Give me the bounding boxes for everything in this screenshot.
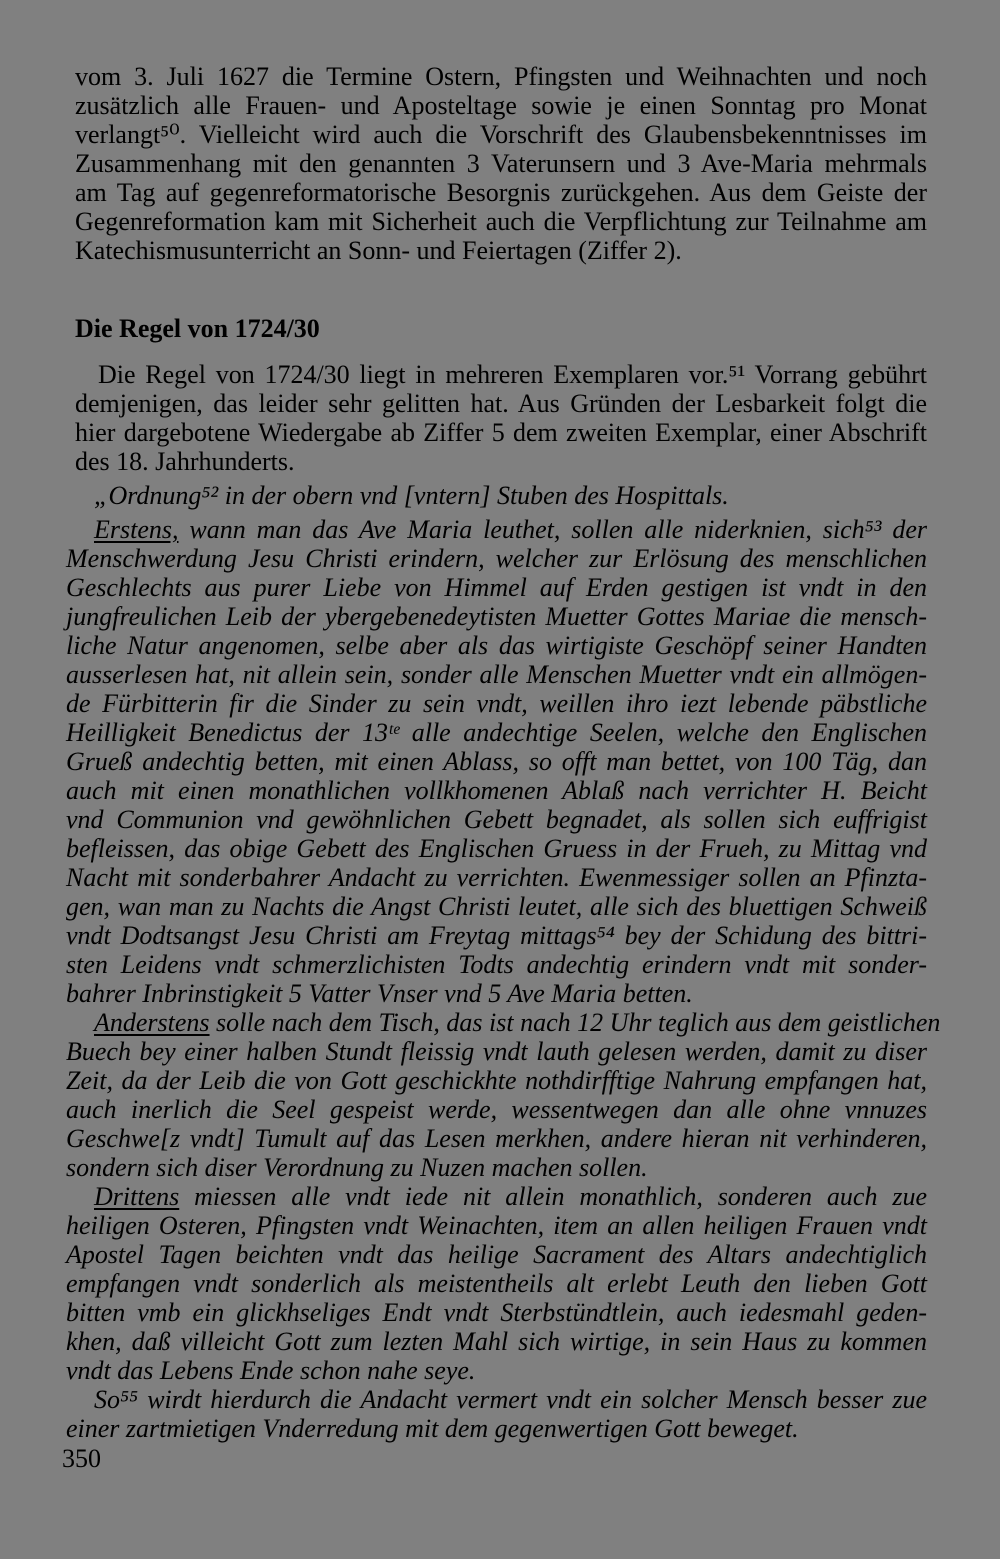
- text-line: zusätzlich alle Frauen- und Aposteltage sowie je einen Sonntag pro Monat: [75, 91, 927, 120]
- text-line: [94, 1182, 927, 1212]
- text-line: [94, 515, 927, 545]
- text-line: Heilligkeit Benedictus der 13ᵗᵉ alle andechtige Seelen, welche den Englischen: [66, 718, 927, 747]
- text-line: Geschlechts aus purer Liebe von Himmel auf Erden gestigen ist vndt in den: [66, 573, 927, 602]
- text-line: vndt Dodtsangst Jesu Christi am Freytag mittags⁵⁴ bey der Schidung des bittri-: [66, 921, 927, 950]
- text-line: So⁵⁵ wirdt hierdurch die Andacht vermert vndt ein solcher Mensch besser zue: [94, 1385, 927, 1414]
- section-lead-anderstens: Anderstens: [94, 1008, 210, 1037]
- text-line: befleissen, das obige Gebett des Englischen Gruess in der Frueh, zu Mittag vnd: [66, 834, 927, 863]
- text-line: Grueß andechtig betten, mit einen Ablass, so offt man bettet, von 100 Täg, dan: [66, 747, 927, 776]
- text-line: vndt das Lebens Ende schon nahe seye.: [66, 1356, 476, 1385]
- text-line: bahrer Inbrinstigkeit 5 Vatter Vnser vnd 5 Ave Maria betten.: [66, 979, 693, 1008]
- text-line: auch inerlich die Seel gespeist werde, wessentwegen dan alle ohne vnnuzes: [66, 1095, 927, 1124]
- text-line: Apostel Tagen beichten vndt das heilige Sacrament des Altars andechtiglich: [66, 1240, 927, 1269]
- text-line: khen, daß villeicht Gott zum lezten Mahl sich wirtige, in sein Haus zu kommen: [66, 1327, 927, 1356]
- text-line: Geschwe[z vndt] Tumult auf das Lesen merkhen, andere hieran nit verhinderen,: [66, 1124, 927, 1153]
- text-span: miessen alle vndt iede nit allein monathlich, sonderen auch zue: [179, 1182, 927, 1211]
- text-line: liche Natur angenomen, selbe aber als das wirtigiste Geschöpf seiner Handten: [66, 631, 927, 660]
- section-heading: Die Regel von 1724/30: [75, 314, 320, 343]
- text-span: solle nach dem Tisch, das ist nach 12 Uhr teglich aus dem geistlichen: [209, 1008, 941, 1037]
- text-line: Gegenreformation kam mit Sicherheit auch die Verpflichtung zur Teilnahme am: [75, 207, 927, 236]
- text-line: Zusammenhang mit den genannten 3 Vaterunsern und 3 Ave-Maria mehrmals: [75, 149, 927, 178]
- text-line: Katechismusunterricht an Sonn- und Feiertagen (Ziffer 2).: [75, 236, 682, 265]
- text-line: [94, 1008, 941, 1038]
- text-line: auch mit einen monathlichen vollkhomenen Ablaß nach verrichter H. Beicht: [66, 776, 927, 805]
- text-line: vom 3. Juli 1627 die Termine Ostern, Pfingsten und Weihnachten und noch: [75, 62, 927, 91]
- text-line: empfangen vndt sonderlich als meistentheils alt erlebt Leuth den lieben Gott: [66, 1269, 927, 1298]
- text-line: heiligen Osteren, Pfingsten vndt Weinachten, item an allen heiligen Frauen vndt: [66, 1211, 927, 1240]
- quote-title: „Ordnung⁵² in der obern vnd [vntern] Stuben des Hospittals.: [94, 481, 729, 510]
- page-number: 350: [62, 1444, 101, 1473]
- section-lead-erstens: Erstens,: [94, 515, 179, 544]
- text-line: vnd Communion vnd gewöhnlichen Gebett begnadet, als sollen sich euffrigist: [66, 805, 927, 834]
- text-span: wann man das Ave Maria leuthet, sollen alle niderknien, sich⁵³ der: [178, 515, 927, 544]
- text-line: ausserlesen hat, nit allein sein, sonder alle Menschen Muetter vndt ein allmögen-: [66, 660, 927, 689]
- text-line: verlangt⁵⁰. Vielleicht wird auch die Vorschrift des Glaubensbekenntnisses im: [75, 120, 927, 149]
- text-line: Nacht mit sonderbahrer Andacht zu verrichten. Ewenmessiger sollen an Pfinzta-: [66, 863, 927, 892]
- text-line: einer zartmietigen Vnderredung mit dem gegenwertigen Gott beweget.: [66, 1414, 799, 1443]
- text-line: hier dargebotene Wiedergabe ab Ziffer 5 dem zweiten Exemplar, einer Abschrift: [75, 418, 927, 447]
- text-line: Die Regel von 1724/30 liegt in mehreren Exemplaren vor.⁵¹ Vorrang gebührt: [98, 360, 927, 389]
- text-line: sondern sich diser Verordnung zu Nuzen machen sollen.: [66, 1153, 648, 1182]
- text-line: demjenigen, das leider sehr gelitten hat. Aus Gründen der Lesbarkeit folgt die: [75, 389, 927, 418]
- text-line: des 18. Jahrhunderts.: [75, 447, 295, 476]
- text-line: jungfreulichen Leib der ybergebenedeytisten Muetter Gottes Mariae die mensch-: [66, 602, 927, 631]
- text-line: am Tag auf gegenreformatorische Besorgnis zurückgehen. Aus dem Geiste der: [75, 178, 927, 207]
- text-line: gen, wan man zu Nachts die Angst Christi leutet, alle sich des bluettigen Schweiß: [66, 892, 927, 921]
- text-line: sten Leidens vndt schmerzlichisten Todts andechtig erindern vndt mit sonder-: [66, 950, 927, 979]
- text-line: Buech bey einer halben Stundt fleissig vndt lauth gelesen werden, damit zu diser: [66, 1037, 927, 1066]
- text-line: Zeit, da der Leib die von Gott geschickhte nothdirfftige Nahrung empfangen hat,: [66, 1066, 927, 1095]
- text-line: Menschwerdung Jesu Christi erindern, welcher zur Erlösung des menschlichen: [66, 544, 927, 573]
- section-lead-drittens: Drittens: [94, 1182, 180, 1211]
- text-line: de Fürbitterin fir die Sinder zu sein vndt, weillen ihro iezt lebende päbstliche: [66, 689, 927, 718]
- text-line: bitten vmb ein glickhseliges Endt vndt Sterbstündtlein, auch iedesmahl geden-: [66, 1298, 927, 1327]
